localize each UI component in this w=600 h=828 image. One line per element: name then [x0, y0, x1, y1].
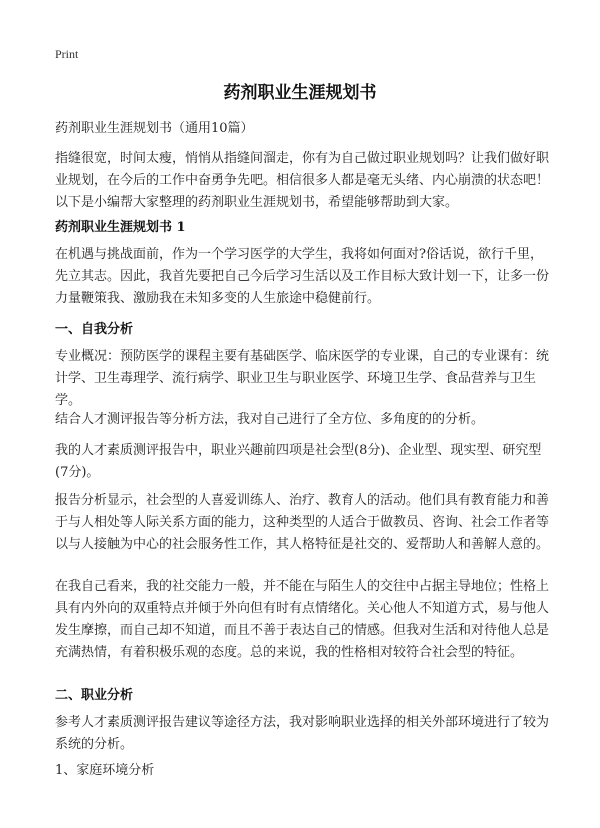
self-view-paragraph: 在我自己看来，我的社交能力一般，并不能在与陌生人的交往中占据主导地位；性格上具有内外向的双重特点并倾于外向但有时有点情绪化。关心他人不知道方式，易与他人发生摩擦，而自己却不知道，而且不善于表达自己的情感。但我对生活和对待他人总是充满热情，有着积极乐观的态度。总的来说，我的性格相对较符合社会型的特征。: [55, 579, 550, 660]
document-title: 药剂职业生涯规划书: [223, 83, 377, 103]
report-analysis-paragraph: 报告分析显示，社会型的人喜爱训练人、治疗、教育人的活动。他们具有教育能力和善于与人相处等人际关系方面的能力，这种类型的人适合于做教员、咨询、社会工作者等以与人接触为中心的社会服务性工作，其人格特征是社交的、爱帮助人和善解人意的。: [55, 493, 550, 552]
print-label[interactable]: Print: [55, 47, 79, 61]
major-overview-paragraph: 专业概况：预防医学的课程主要有基础医学、临床医学的专业课，自己的专业课有：统计学、卫生毒理学、流行病学、职业卫生与职业医学、环境卫生学、食品营养与卫生学。: [55, 349, 550, 408]
career-analysis-paragraph: 参考人才素质测评报告建议等途径方法，我对影响职业选择的相关外部环境进行了较为系统的分析。: [55, 715, 550, 752]
assessment-method-paragraph: 结合人才测评报告等分析方法，我对自己进行了全方位、多角度的的分析。: [55, 412, 485, 427]
section-1-paragraph: 在机遇与挑战面前，作为一个学习医学的大学生，我将如何面对?俗话说，欲行千里，先立其志。因此，我首先要把自己今后学习生活以及工作目标大致计划一下，让多一份力量鞭策我、激励我在未知多变的人生旅途中稳健前行。: [55, 247, 550, 306]
section-1-heading: 药剂职业生涯规划书 1: [55, 220, 186, 235]
self-analysis-heading: 一、自我分析: [55, 322, 134, 337]
document-subtitle: 药剂职业生涯规划书（通用10篇）: [55, 121, 254, 136]
career-analysis-heading: 二、职业分析: [55, 688, 134, 703]
family-environment-heading: 1、家庭环境分析: [55, 763, 155, 778]
assessment-report-paragraph: 我的人才素质测评报告中，职业兴趣前四项是社会型(8分)、企业型、现实型、研究型(7分)。: [55, 443, 542, 480]
intro-paragraph: 指缝很宽，时间太瘦，悄悄从指缝间溜走，你有为自己做过职业规划吗？让我们做好职业规划，在今后的工作中奋勇争先吧。相信很多人都是毫无头绪、内心崩溃的状态吧！以下是小编帮大家整理的药剂职业生涯规划书，希望能够帮助到大家。: [55, 151, 550, 210]
